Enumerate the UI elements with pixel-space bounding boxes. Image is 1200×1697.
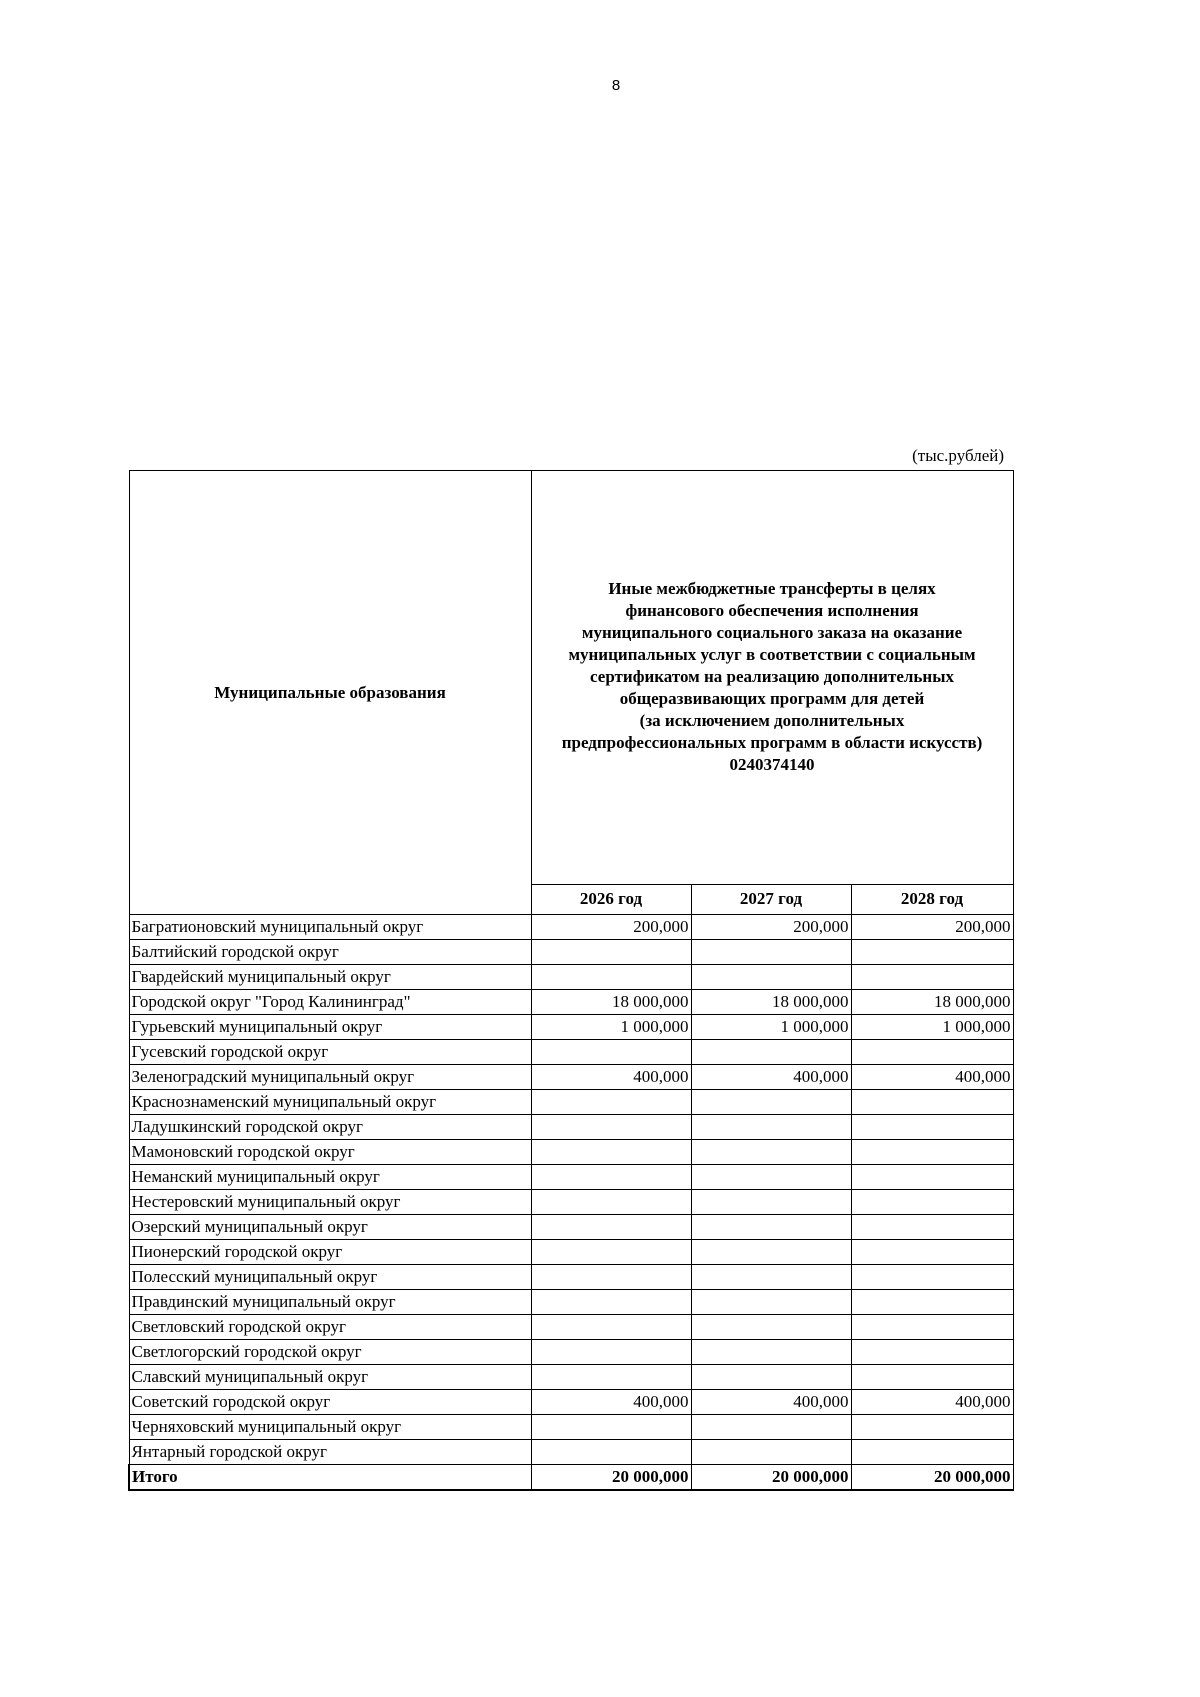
value-2028: 200,000 — [851, 915, 1013, 940]
total-2028: 20 000,000 — [851, 1465, 1013, 1491]
title-line: (за исключением дополнительных — [639, 711, 905, 731]
value-2026 — [531, 1240, 691, 1265]
total-2026: 20 000,000 — [531, 1465, 691, 1491]
value-2028 — [851, 1240, 1013, 1265]
title-line: предпрофессиональных программ в области искусств) — [561, 733, 983, 753]
value-2026 — [531, 1040, 691, 1065]
value-2026 — [531, 940, 691, 965]
value-2026 — [531, 1090, 691, 1115]
units-label: (тыс.рублей) — [912, 446, 1004, 465]
table-row — [129, 1440, 1013, 1465]
value-2028 — [851, 1040, 1013, 1065]
table-row — [129, 915, 1013, 940]
value-2026 — [531, 1315, 691, 1340]
table-row — [129, 1215, 1013, 1240]
value-2028 — [851, 1415, 1013, 1440]
total-row — [129, 1465, 1013, 1491]
value-2028 — [851, 1290, 1013, 1315]
value-2026 — [531, 1265, 691, 1290]
table-row — [129, 1015, 1013, 1040]
municipality-name: Городской округ "Город Калининград" — [129, 990, 531, 1015]
municipality-name: Янтарный городской округ — [129, 1440, 531, 1465]
table-row — [129, 1240, 1013, 1265]
table-row — [129, 1390, 1013, 1415]
value-2027: 18 000,000 — [691, 990, 851, 1015]
value-2027 — [691, 1315, 851, 1340]
table-row — [129, 1140, 1013, 1165]
municipality-name: Гурьевский муниципальный округ — [129, 1015, 531, 1040]
table-row — [129, 1065, 1013, 1090]
title-line: финансового обеспечения исполнения — [625, 601, 919, 621]
value-2027 — [691, 1240, 851, 1265]
value-2028 — [851, 1090, 1013, 1115]
municipality-name: Краснознаменский муниципальный округ — [129, 1090, 531, 1115]
value-2027 — [691, 1265, 851, 1290]
municipality-name: Мамоновский городской округ — [129, 1140, 531, 1165]
value-2026 — [531, 1290, 691, 1315]
value-2026 — [531, 1365, 691, 1390]
value-2028 — [851, 1115, 1013, 1140]
municipality-name: Зеленоградский муниципальный округ — [129, 1065, 531, 1090]
value-2026 — [531, 1115, 691, 1140]
value-2026 — [531, 1165, 691, 1190]
table-row — [129, 1115, 1013, 1140]
value-2026: 18 000,000 — [531, 990, 691, 1015]
municipality-name: Озерский муниципальный округ — [129, 1215, 531, 1240]
title-line: общеразвивающих программ для детей — [619, 689, 925, 709]
municipality-name: Советский городской округ — [129, 1390, 531, 1415]
municipality-name: Ладушкинский городской округ — [129, 1115, 531, 1140]
transfer-title-header — [531, 471, 1013, 885]
table-row — [129, 1165, 1013, 1190]
value-2027 — [691, 1190, 851, 1215]
value-2026: 1 000,000 — [531, 1015, 691, 1040]
municipality-name: Полесский муниципальный округ — [129, 1265, 531, 1290]
value-2027: 1 000,000 — [691, 1015, 851, 1040]
value-2026 — [531, 1340, 691, 1365]
value-2028 — [851, 1190, 1013, 1215]
value-2028: 18 000,000 — [851, 990, 1013, 1015]
value-2026 — [531, 965, 691, 990]
table-row — [129, 1290, 1013, 1315]
value-2028 — [851, 1315, 1013, 1340]
value-2027: 400,000 — [691, 1390, 851, 1415]
municipality-name: Черняховский муниципальный округ — [129, 1415, 531, 1440]
municipality-name: Гусевский городской округ — [129, 1040, 531, 1065]
title-line: Иные межбюджетные трансферты в целях — [608, 579, 936, 599]
table-row — [129, 1190, 1013, 1215]
table-row — [129, 965, 1013, 990]
table-row — [129, 990, 1013, 1015]
header-row — [129, 471, 1013, 885]
value-2027 — [691, 965, 851, 990]
value-2026 — [531, 1415, 691, 1440]
value-2026: 200,000 — [531, 915, 691, 940]
value-2027 — [691, 1140, 851, 1165]
value-2028 — [851, 1440, 1013, 1465]
value-2027 — [691, 1440, 851, 1465]
value-2027 — [691, 1415, 851, 1440]
value-2027 — [691, 940, 851, 965]
budget-code: 0240374140 — [729, 755, 815, 775]
table-body — [129, 915, 1013, 1491]
table-row — [129, 1340, 1013, 1365]
municipality-name: Нестеровский муниципальный округ — [129, 1190, 531, 1215]
year-header-2027: 2027 год — [691, 884, 851, 914]
value-2028 — [851, 1365, 1013, 1390]
value-2026 — [531, 1140, 691, 1165]
municipality-name: Неманский муниципальный округ — [129, 1165, 531, 1190]
value-2027: 200,000 — [691, 915, 851, 940]
title-line: муниципальных услуг в соответствии с социальным — [568, 645, 976, 665]
title-line: муниципального социального заказа на оказание — [581, 623, 963, 643]
table-row — [129, 1040, 1013, 1065]
value-2026 — [531, 1190, 691, 1215]
value-2026: 400,000 — [531, 1390, 691, 1415]
title-line: сертификатом на реализацию дополнительных — [590, 667, 954, 687]
value-2027 — [691, 1340, 851, 1365]
table-row — [129, 1315, 1013, 1340]
municipality-name: Балтийский городской округ — [129, 940, 531, 965]
table-row — [129, 1415, 1013, 1440]
table-row — [129, 1090, 1013, 1115]
municipality-name: Светлогорский городской округ — [129, 1340, 531, 1365]
municipality-name: Багратионовский муниципальный округ — [129, 915, 531, 940]
value-2027 — [691, 1290, 851, 1315]
value-2028: 400,000 — [851, 1065, 1013, 1090]
value-2027 — [691, 1040, 851, 1065]
municipality-name: Правдинский муниципальный округ — [129, 1290, 531, 1315]
municipality-name: Пионерский городской округ — [129, 1240, 531, 1265]
value-2027 — [691, 1115, 851, 1140]
page-number: 8 — [611, 77, 621, 94]
value-2028 — [851, 1165, 1013, 1190]
value-2026 — [531, 1440, 691, 1465]
value-2026: 400,000 — [531, 1065, 691, 1090]
municipality-name: Гвардейский муниципальный округ — [129, 965, 531, 990]
value-2027 — [691, 1365, 851, 1390]
municipality-name: Славский муниципальный округ — [129, 1365, 531, 1390]
value-2027 — [691, 1090, 851, 1115]
value-2028: 400,000 — [851, 1390, 1013, 1415]
table-row — [129, 1365, 1013, 1390]
value-2028: 1 000,000 — [851, 1015, 1013, 1040]
year-header-2028: 2028 год — [851, 884, 1013, 914]
transfers-table — [128, 470, 1014, 1491]
value-2028 — [851, 1265, 1013, 1290]
value-2028 — [851, 1340, 1013, 1365]
value-2028 — [851, 940, 1013, 965]
value-2028 — [851, 965, 1013, 990]
value-2028 — [851, 1215, 1013, 1240]
total-label: Итого — [129, 1465, 531, 1491]
value-2027 — [691, 1165, 851, 1190]
value-2028 — [851, 1140, 1013, 1165]
value-2027 — [691, 1215, 851, 1240]
value-2026 — [531, 1215, 691, 1240]
municipality-name: Светловский городской округ — [129, 1315, 531, 1340]
year-header-2026: 2026 год — [531, 884, 691, 914]
municipality-column-header: Муниципальные образования — [129, 471, 531, 915]
table-row — [129, 1265, 1013, 1290]
table-row — [129, 940, 1013, 965]
value-2027: 400,000 — [691, 1065, 851, 1090]
total-2027: 20 000,000 — [691, 1465, 851, 1491]
